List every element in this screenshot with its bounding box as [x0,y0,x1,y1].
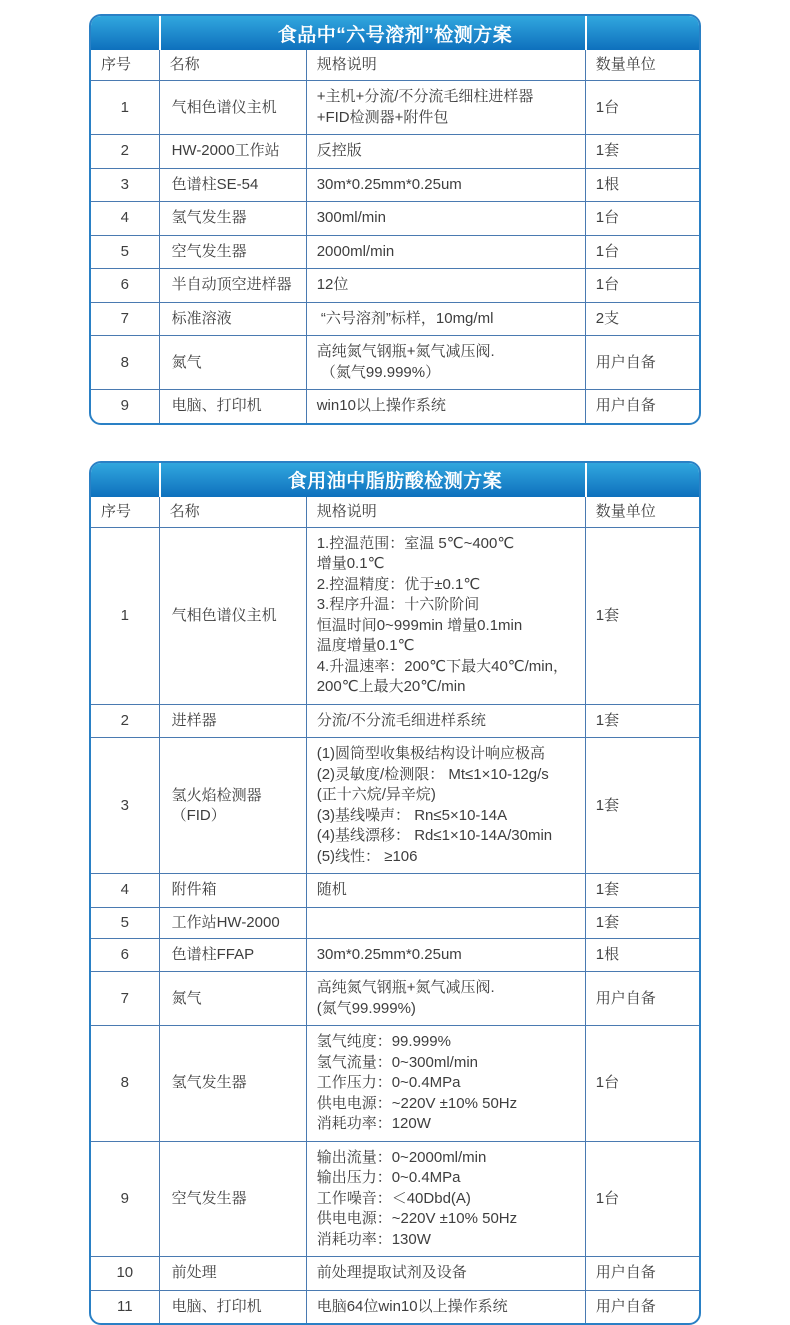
item-quantity: 1台 [585,235,699,269]
spec-line: 反控版 [317,141,577,162]
spec-table [91,50,699,423]
item-spec [306,168,585,202]
spec-line: win10以上操作系统 [317,396,577,417]
item-quantity: 1套 [585,135,699,169]
table-title: 食用油中脂肪酸检测方案 [288,466,503,493]
row-number: 6 [91,269,159,303]
item-spec [306,1257,585,1291]
item-quantity: 用户自备 [585,1257,699,1291]
spec-line: (1)圆筒型收集极结构设计响应极高 [317,744,577,765]
item-spec [306,302,585,336]
spec-line: 输出压力：0~0.4MPa [317,1168,577,1189]
item-name: 附件箱 [159,874,306,908]
table-row [91,527,699,704]
spec-line: 高纯氮气钢瓶+氮气减压阀. [317,342,577,363]
row-number: 2 [91,704,159,738]
table-row [91,874,699,908]
spec-line: (4)基线漂移： Rd≤1×10-14A/30min [317,826,577,847]
spec-line: 30m*0.25mm*0.25um [317,945,577,966]
item-spec [306,874,585,908]
table-title: 食品中“六号溶剂”检测方案 [278,20,513,47]
item-spec [306,269,585,303]
table-row [91,938,699,972]
spec-line: 2.控温精度：优于±0.1℃ [317,575,577,596]
item-spec [306,1141,585,1257]
spec-line: 3.程序升温：十六阶阶间 [317,595,577,616]
spec-line: 1.控温范围：室温 5℃~400℃ [317,534,577,555]
item-name: 工作站HW-2000 [159,907,306,938]
spec-line: 电脑64位win10以上操作系统 [317,1297,577,1318]
title-bar-separator [585,463,587,497]
table-row [91,1141,699,1257]
row-number: 10 [91,1257,159,1291]
spec-line: (2)灵敏度/检测限： Mt≤1×10-12g/s [317,765,577,786]
spec-line: 4.升温速率：200℃下最大40℃/min， [317,657,577,678]
spec-line: 前处理提取试剂及设备 [317,1263,577,1284]
item-name: 电脑、打印机 [159,1290,306,1323]
column-header: 规格说明 [306,497,585,528]
table-row [91,1026,699,1142]
spec-line: （氮气99.999%） [317,363,577,384]
column-header: 序号 [91,497,159,528]
spec-line: 工作压力：0~0.4MPa [317,1073,577,1094]
item-name: 进样器 [159,704,306,738]
spec-line: 氢气流量：0~300ml/min [317,1053,577,1074]
item-spec [306,972,585,1026]
item-quantity: 1台 [585,1026,699,1142]
table-row [91,135,699,169]
item-quantity: 1套 [585,874,699,908]
table-row [91,704,699,738]
spec-table [91,497,699,1324]
row-number: 1 [91,81,159,135]
row-number: 9 [91,1141,159,1257]
item-spec [306,704,585,738]
spec-line: 恒温时间0~999min 增量0.1min [317,616,577,637]
item-name: 氢气发生器 [159,1026,306,1142]
row-number: 4 [91,874,159,908]
item-spec [306,527,585,704]
column-header: 规格说明 [306,50,585,81]
item-spec [306,1290,585,1323]
item-quantity: 1套 [585,907,699,938]
item-spec [306,938,585,972]
spec-line: 供电电源：~220V ±10% 50Hz [317,1094,577,1115]
item-name: 电脑、打印机 [159,390,306,423]
item-quantity: 2支 [585,302,699,336]
item-quantity: 用户自备 [585,972,699,1026]
table-row [91,302,699,336]
spec-line: 供电电源：~220V ±10% 50Hz [317,1209,577,1230]
row-number: 6 [91,938,159,972]
row-number: 8 [91,336,159,390]
table-row [91,390,699,423]
row-number: 2 [91,135,159,169]
spec-line: 200℃上最大20℃/min [317,677,577,698]
item-name: 色谱柱SE-54 [159,168,306,202]
item-spec [306,81,585,135]
item-name: 色谱柱FFAP [159,938,306,972]
row-number: 11 [91,1290,159,1323]
item-name: HW-2000工作站 [159,135,306,169]
item-name: 空气发生器 [159,235,306,269]
item-name: 气相色谱仪主机 [159,81,306,135]
item-quantity: 1台 [585,269,699,303]
item-name: 标准溶液 [159,302,306,336]
spec-line: (氮气99.999%) [317,999,577,1020]
spec-line: 消耗功率：130W [317,1230,577,1251]
item-name: 氢火焰检测器（FID） [159,738,306,874]
item-quantity: 1套 [585,527,699,704]
spec-line: 工作噪音：＜40Dbd(A) [317,1189,577,1210]
item-name: 半自动顶空进样器 [159,269,306,303]
column-header: 名称 [159,497,306,528]
item-name: 氢气发生器 [159,202,306,236]
spec-line: 消耗功率：120W [317,1114,577,1135]
table-row [91,1257,699,1291]
title-bar-separator [159,463,161,497]
item-quantity: 1根 [585,168,699,202]
table-row [91,907,699,938]
header-row [91,50,699,81]
item-quantity: 1台 [585,81,699,135]
row-number: 5 [91,235,159,269]
item-spec [306,390,585,423]
row-number: 7 [91,302,159,336]
table-row [91,269,699,303]
table-row [91,202,699,236]
spec-line: 氢气纯度：99.999% [317,1032,577,1053]
spec-line: 输出流量：0~2000ml/min [317,1148,577,1169]
table-row [91,168,699,202]
item-quantity: 1台 [585,1141,699,1257]
spec-line: 300ml/min [317,208,577,229]
spec-line: 温度增量0.1℃ [317,636,577,657]
item-quantity: 用户自备 [585,1290,699,1323]
item-spec [306,738,585,874]
item-spec [306,202,585,236]
row-number: 9 [91,390,159,423]
item-name: 前处理 [159,1257,306,1291]
column-header: 名称 [159,50,306,81]
spec-line: (3)基线噪声： Rn≤5×10-14A [317,806,577,827]
title-bar-separator [585,16,587,50]
column-header: 序号 [91,50,159,81]
item-spec [306,336,585,390]
row-number: 7 [91,972,159,1026]
spec-line: +FID检测器+附件包 [317,108,577,129]
row-number: 4 [91,202,159,236]
spec-line: 分流/不分流毛细进样系统 [317,711,577,732]
spec-line: (5)线性： ≥106 [317,847,577,868]
row-number: 8 [91,1026,159,1142]
item-quantity: 1套 [585,738,699,874]
item-quantity: 用户自备 [585,336,699,390]
table-solvent6-scheme [89,14,701,425]
spec-line: 增量0.1℃ [317,554,577,575]
item-quantity: 1台 [585,202,699,236]
row-number: 3 [91,738,159,874]
item-name: 氮气 [159,972,306,1026]
table-row [91,336,699,390]
spec-line: 30m*0.25mm*0.25um [317,175,577,196]
item-quantity: 用户自备 [585,390,699,423]
table-row [91,738,699,874]
title-bar-separator [159,16,161,50]
item-spec [306,135,585,169]
spec-line: 12位 [317,275,577,296]
table-title-bar [91,463,699,497]
item-name: 气相色谱仪主机 [159,527,306,704]
table-row [91,81,699,135]
table-fatty-acid-scheme [89,461,701,1325]
item-name: 氮气 [159,336,306,390]
spec-line: 随机 [317,880,577,901]
item-quantity: 1根 [585,938,699,972]
table-row [91,972,699,1026]
spec-line: 高纯氮气钢瓶+氮气减压阀. [317,978,577,999]
spec-line: 2000ml/min [317,242,577,263]
row-number: 3 [91,168,159,202]
column-header: 数量单位 [585,497,699,528]
item-quantity: 1套 [585,704,699,738]
row-number: 1 [91,527,159,704]
spec-line: “六号溶剂”标样，10mg/ml [317,309,577,330]
row-number: 5 [91,907,159,938]
column-header: 数量单位 [585,50,699,81]
item-name: 空气发生器 [159,1141,306,1257]
spec-line: +主机+分流/不分流毛细柱进样器 [317,87,577,108]
table-row [91,1290,699,1323]
spec-line: (正十六烷/异辛烷) [317,785,577,806]
item-spec [306,1026,585,1142]
table-title-bar [91,16,699,50]
header-row [91,497,699,528]
table-row [91,235,699,269]
item-spec [306,907,585,938]
item-spec [306,235,585,269]
